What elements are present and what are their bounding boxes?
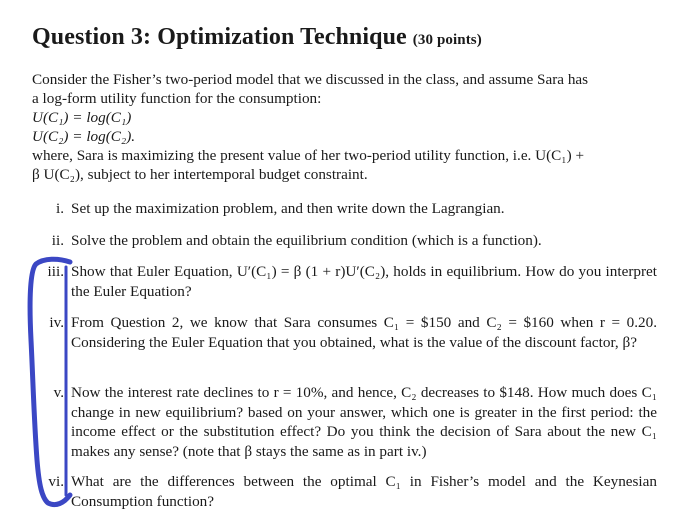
utility-period-1: U(C₁) = log(C₁) (32, 109, 132, 126)
item-ii-text: Solve the problem and obtain the equilibrium condition (which is a function). (71, 232, 542, 249)
item-ii-label: ii. (51, 232, 64, 249)
question-title (32, 24, 482, 51)
item-iv-label: iv. (49, 314, 64, 331)
item-v-text: Now the interest rate declines to r = 10%, and hence, C₂ decreases to $148. How much does C₁ change in new equilibrium? based on your answer, which one is greater in the first period: the income effect or the substitution effect? Do you think the decision of Sara about the new C₁ makes any sense? (note that β stays the same as in part iv.) (71, 384, 657, 460)
item-iv-text: From Question 2, we know that Sara consumes C₁ = $150 and C₂ = $160 when r = 0.20. Considering the Euler Equation that you obtained, what is the value of the discount factor, β? (71, 314, 657, 351)
item-vi-text: What are the differences between the optimal C₁ in Fisher’s model and the Keynesian Consumption function? (71, 473, 657, 510)
question-title-text: Question 3: Optimization Technique (32, 24, 407, 50)
question-points: (30 points) (412, 32, 482, 48)
utility-period-2: U(C₂) = log(C₂). (32, 128, 136, 145)
item-iii-text: Show that Euler Equation, U′(C₁) = β (1 + r)U′(C₂), holds in equilibrium. How do you interpret the Euler Equation? (71, 263, 657, 300)
intro-line-1: Consider the Fisher’s two-period model that we discussed in the class, and assume Sara has (32, 71, 589, 88)
item-i-label: i. (55, 200, 64, 217)
item-iii-label: iii. (47, 263, 64, 280)
item-vi-label: vi. (48, 473, 64, 490)
item-v-label: v. (53, 384, 64, 401)
intro-line-2: a log-form utility function for the consumption: (32, 90, 322, 107)
intro-line-5: where, Sara is maximizing the present value of her two-period utility function, i.e. U(C₁) + (32, 147, 585, 164)
intro-line-6: β U(C₂), subject to her intertemporal budget constraint. (32, 166, 368, 183)
ink-stroke (30, 259, 70, 504)
item-i-text: Set up the maximization problem, and then write down the Lagrangian. (71, 200, 505, 217)
